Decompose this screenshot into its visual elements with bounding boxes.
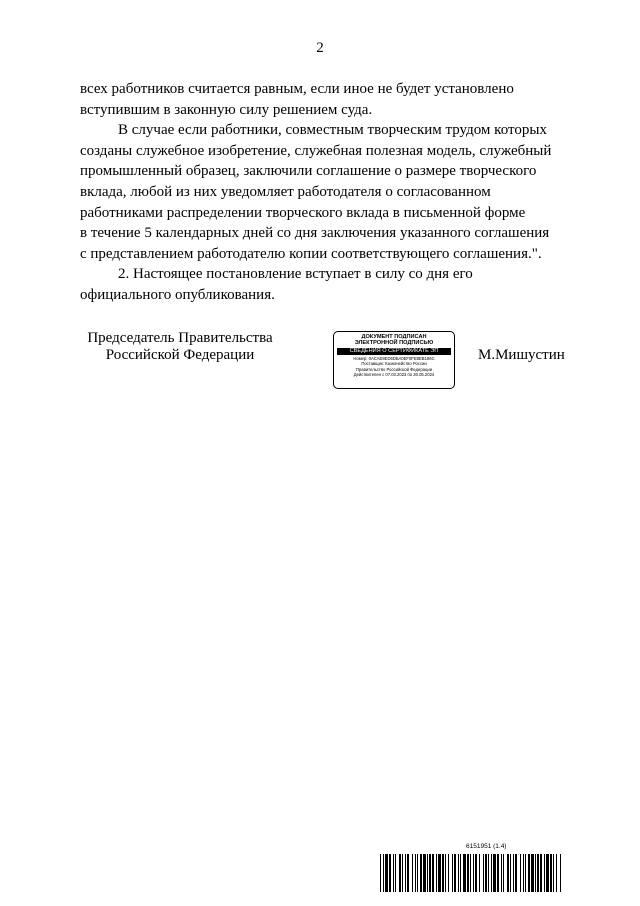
barcode-bar [412, 854, 413, 892]
barcode [380, 854, 562, 892]
barcode-bar [395, 854, 396, 892]
barcode-bar [454, 854, 456, 892]
barcode-bar [463, 854, 466, 892]
barcode-bar [510, 854, 511, 892]
barcode-bar [402, 854, 403, 892]
barcode-bar [528, 854, 530, 892]
barcode-bar [438, 854, 441, 892]
barcode-bar [523, 854, 524, 892]
barcode-bar [399, 854, 401, 892]
stamp-heading: ЭЛЕКТРОННОЙ ПОДПИСЬЮ [354, 340, 434, 347]
barcode-bar [389, 854, 391, 892]
paragraph-line: всех работников считается равным, если иное не будет установлено [80, 81, 514, 97]
barcode-bar [385, 854, 388, 892]
barcode-bar [467, 854, 469, 892]
stamp-certificate-number: Номер: 0АCАЕ8ЕD6DБА0ЕF0FЕ8ЕB196С [353, 355, 435, 361]
barcode-bar [491, 854, 492, 892]
barcode-bar [531, 854, 534, 892]
barcode-bar [383, 854, 384, 892]
barcode-bar [442, 854, 444, 892]
barcode-bar [560, 854, 561, 892]
barcode-bar [420, 854, 422, 892]
barcode-bar [436, 854, 437, 892]
barcode-bar [452, 854, 453, 892]
paragraph-line: В случае если работники, совместным творческим трудом которых [118, 122, 547, 139]
document-body [80, 79, 563, 306]
barcode-bar [550, 854, 552, 892]
barcode-bar [525, 854, 526, 892]
signatory-title-line: Председатель Правительства [87, 330, 273, 346]
barcode-bar [493, 854, 496, 892]
barcode-bar [458, 854, 459, 892]
document-code: 6151951 (1.4) [466, 843, 507, 850]
barcode-bar [503, 854, 504, 892]
barcode-bar [393, 854, 394, 892]
barcode-bar [553, 854, 554, 892]
signatory-title [80, 330, 280, 364]
barcode-bar [427, 854, 428, 892]
barcode-bar [473, 854, 474, 892]
stamp-validity: Действителен с 07.03.2023 по 30.05.2024 [353, 372, 435, 378]
barcode-bar [485, 854, 487, 892]
barcode-bar [544, 854, 545, 892]
barcode-bar [432, 854, 434, 892]
barcode-bar [546, 854, 549, 892]
barcode-bar [460, 854, 461, 892]
barcode-bar [445, 854, 446, 892]
barcode-bar [513, 854, 514, 892]
electronic-signature-stamp [333, 331, 455, 389]
signatory-title-line: Российской Федерации [105, 347, 255, 363]
barcode-bar [501, 854, 502, 892]
barcode-bar [475, 854, 477, 892]
paragraph-line: промышленный образец, заключили соглашение о размере творческого [80, 163, 537, 180]
barcode-bar [415, 854, 416, 892]
stamp-owner: Правительство Российской Федерации [355, 366, 433, 372]
barcode-bar [429, 854, 431, 892]
barcode-bar [483, 854, 484, 892]
barcode-bar [520, 854, 521, 892]
barcode-bar [423, 854, 426, 892]
paragraph-line: работниками распределении творческого вклада в письменной форме [80, 204, 526, 221]
barcode-bar [380, 854, 381, 892]
barcode-bar [488, 854, 489, 892]
barcode-bar [448, 854, 449, 892]
barcode-bar [417, 854, 418, 892]
stamp-certificate-bar: СВЕДЕНИЯ О СЕРТИФИКАТЕ ЭП [337, 348, 451, 355]
barcode-bar [470, 854, 471, 892]
paragraph-line: в течение 5 календарных дней со дня заключения указанного соглашения [80, 225, 550, 242]
barcode-bar [556, 854, 557, 892]
barcode-bar [507, 854, 509, 892]
stamp-issuer: Поставщик: Казначейство России [361, 361, 427, 367]
page-number: 2 [316, 40, 324, 56]
barcode-bar [497, 854, 499, 892]
stamp-heading: ДОКУМЕНТ ПОДПИСАН [361, 334, 427, 340]
paragraph-line: вступившим в законную силу решением суда. [80, 101, 373, 118]
barcode-bar [535, 854, 536, 892]
paragraph-line: вклада, любой из них уведомляет работодателя о согласованном [80, 183, 491, 200]
paragraph-line: 2. Настоящее постановление вступает в силу со дня его [118, 266, 473, 283]
signatory-name: М.Мишустин [478, 347, 565, 363]
paragraph-line: созданы служебное изобретение, служебная полезная модель, служебный [80, 142, 552, 159]
barcode-bar [515, 854, 517, 892]
barcode-bar [407, 854, 409, 892]
paragraph-line: с представлением работодателю копии соответствующего соглашения.". [80, 245, 542, 262]
barcode-bar [405, 854, 406, 892]
barcode-bar [479, 854, 480, 892]
paragraph-line: официального опубликования. [80, 286, 275, 303]
barcode-bar [540, 854, 542, 892]
barcode-bar [537, 854, 539, 892]
barcode-block [380, 843, 562, 893]
